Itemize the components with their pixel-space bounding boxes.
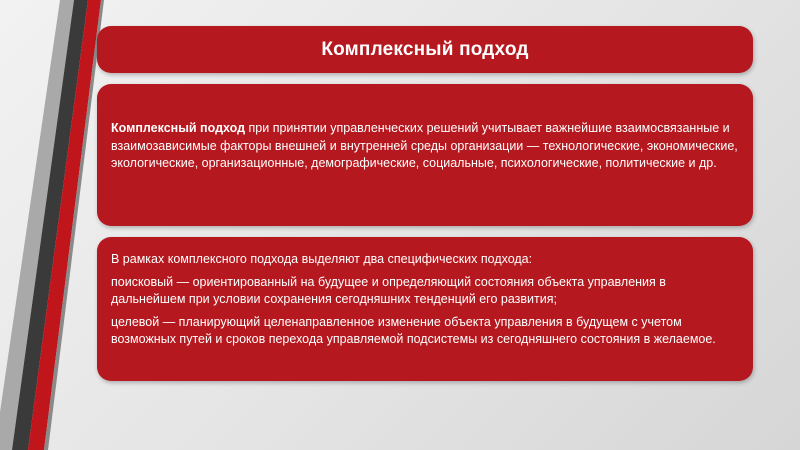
approaches-intro: В рамках комплексного подхода выделяют два специфических подхода:: [111, 252, 533, 266]
definition-text: при принятии управленческих решений учитывает важнейшие взаимосвязанные и взаимозависимые факторы внешней и внутренней среды организации — технологические, экономические, экологические, организационные, демографические, социальные, психологические, политические и др.: [111, 121, 738, 170]
title-banner: [97, 26, 753, 73]
approach-search: поисковый — ориентированный на будущее и определяющий состояния объекта управления в дальнейшем при условии сохранения сегодняшних тенденций его развития;: [111, 275, 666, 306]
definition-block: [97, 84, 753, 226]
approaches-block: [97, 237, 753, 381]
definition-lead: Комплексный подход: [111, 121, 246, 135]
approach-target: целевой — планирующий целенаправленное изменение объекта управления в будущем с учетом возможных путей и сроков перехода управляемой подсистемы из сегодняшнего состояния в желаемое.: [111, 315, 716, 346]
slide-title: Комплексный подход: [321, 38, 529, 60]
